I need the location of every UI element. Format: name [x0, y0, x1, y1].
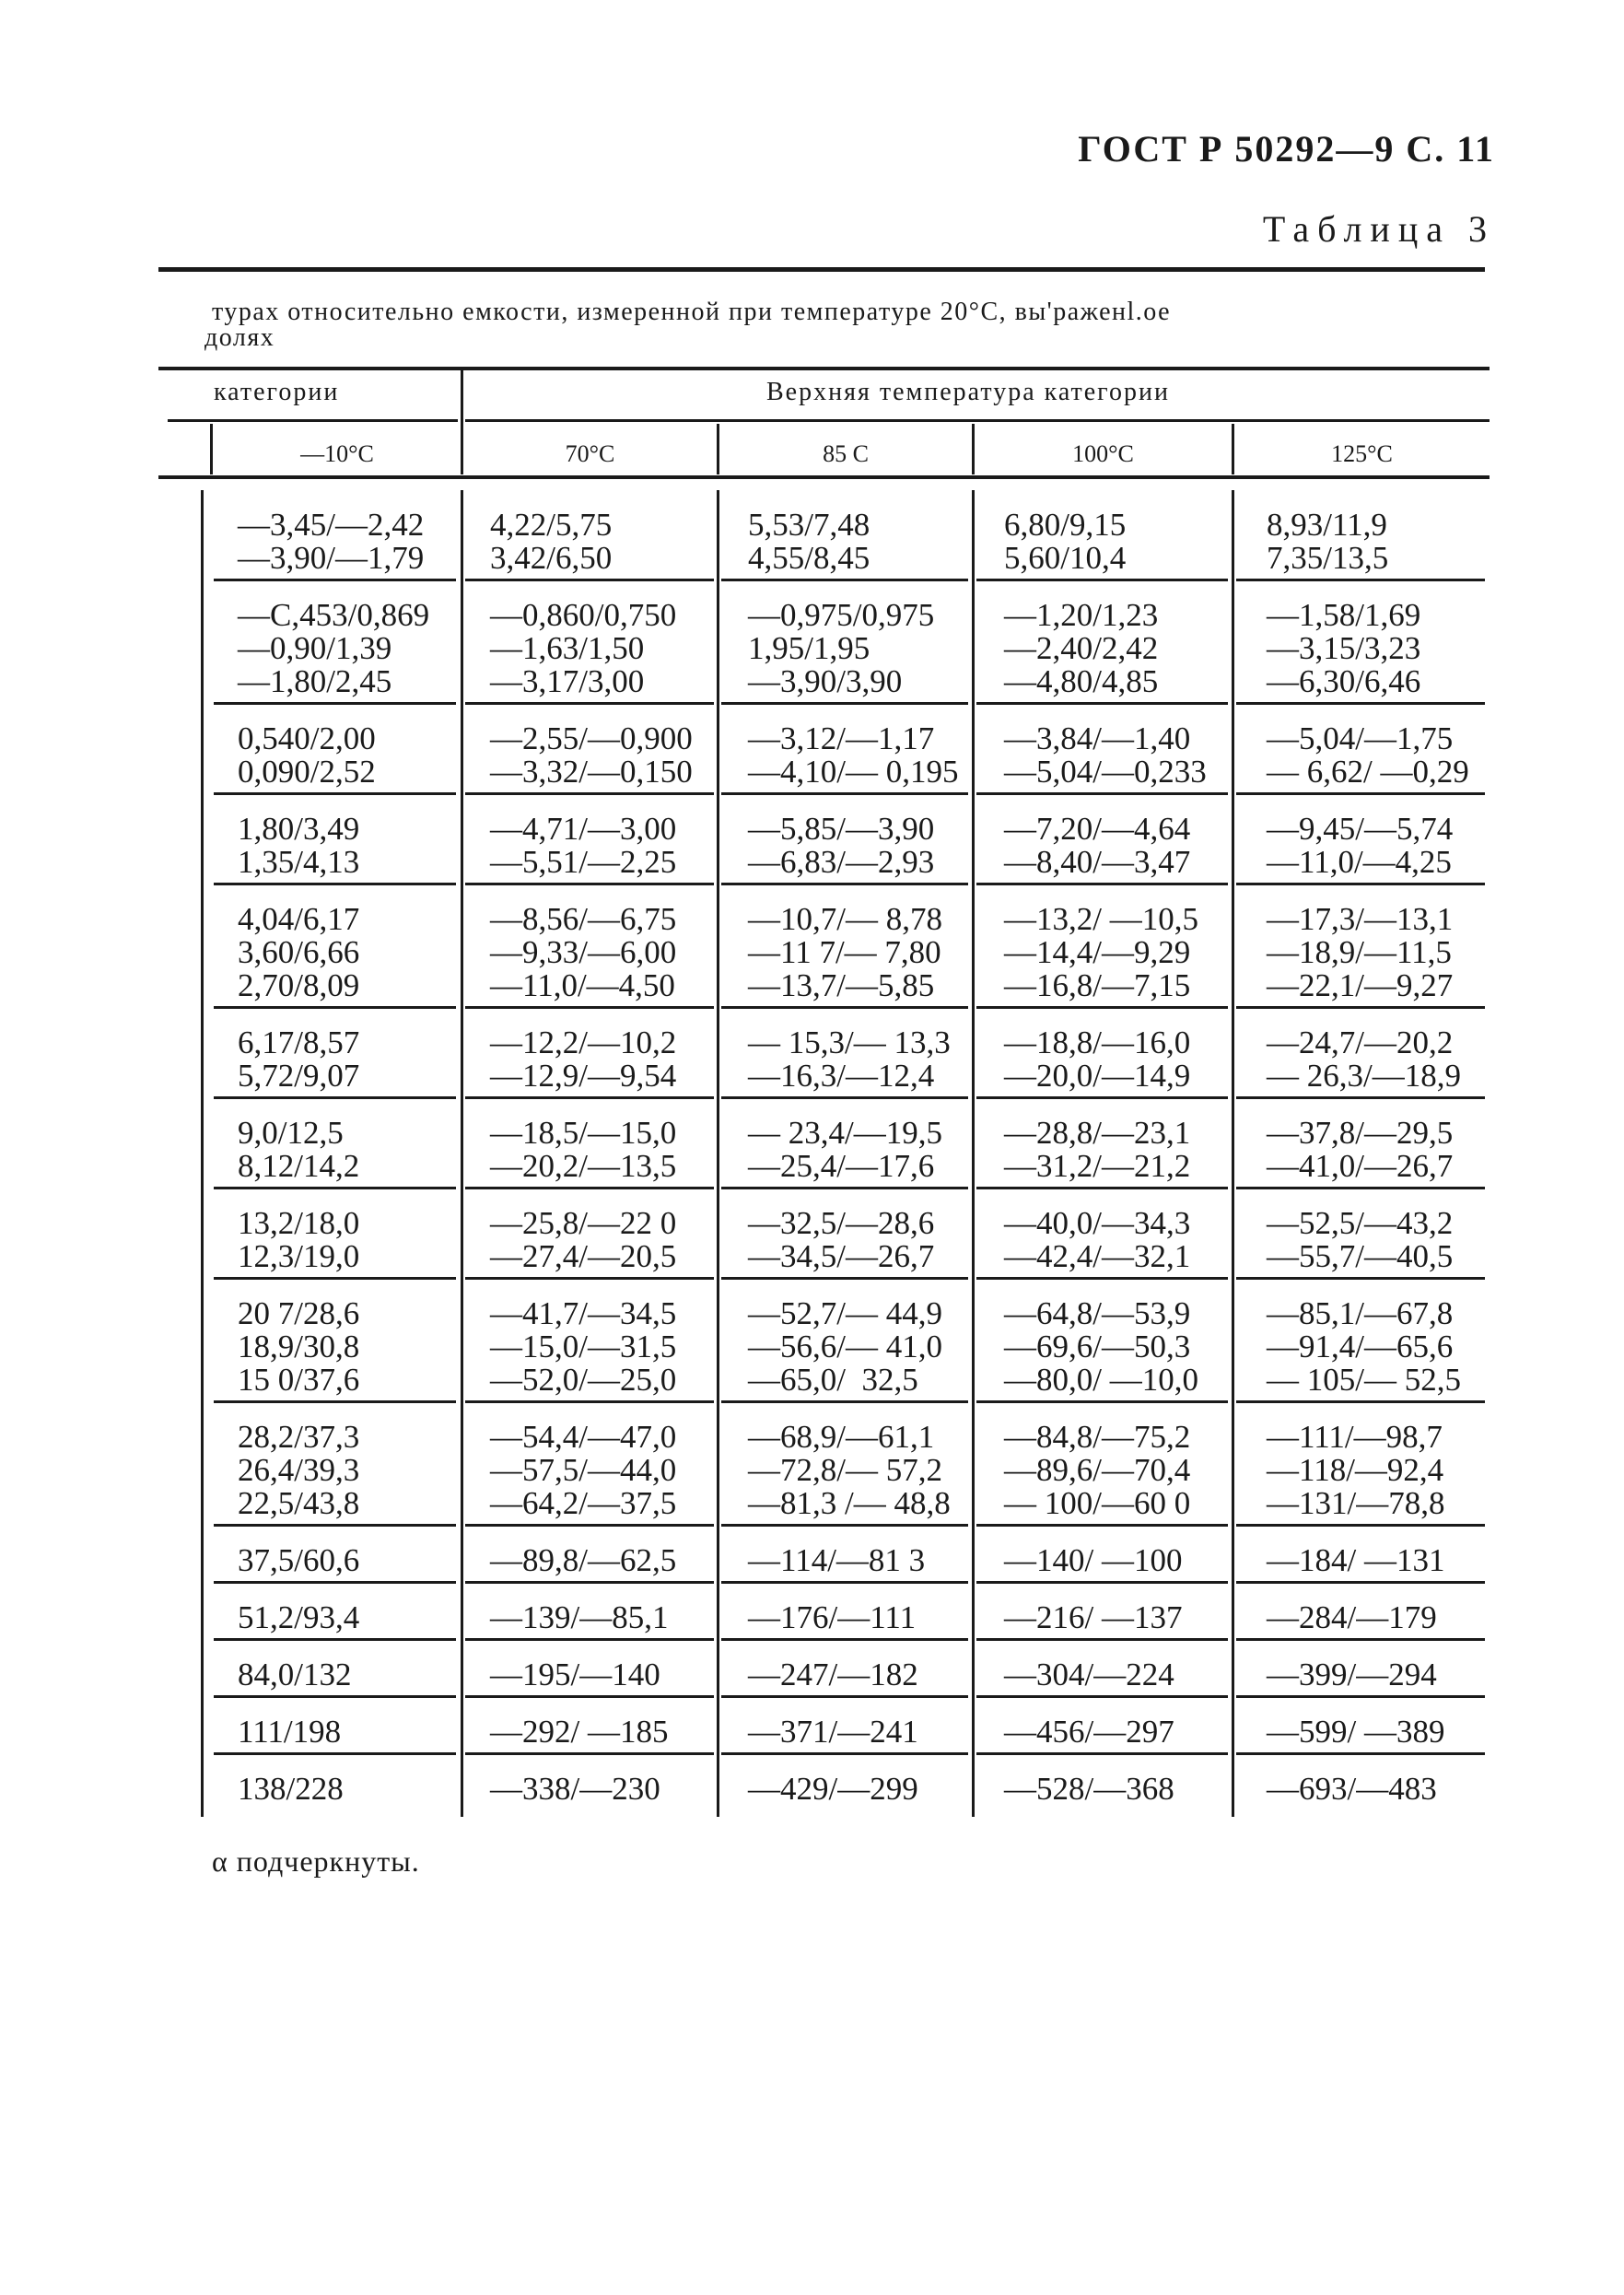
- row-divider: [976, 1581, 1228, 1584]
- row-divider: [721, 1277, 968, 1280]
- table-cell: —184/ —131: [1267, 1542, 1445, 1578]
- row-divider: [214, 1638, 456, 1641]
- table-cell: —89,8/—62,5: [490, 1542, 677, 1578]
- table-cell: 37,5/60,6: [238, 1542, 360, 1578]
- table-cell: —18,5/—15,0 —20,2/—13,5: [490, 1115, 677, 1184]
- table-cell: —64,8/—53,9 —69,6/—50,3 —80,0/ —10,0: [1004, 1295, 1198, 1398]
- table-cell: —84,8/—75,2 —89,6/—70,4 — 100/—60 0: [1004, 1419, 1191, 1521]
- table-cell: —85,1/—67,8 —91,4/—65,6 — 105/— 52,5: [1267, 1295, 1461, 1398]
- body-vline-2: [717, 490, 719, 1817]
- header-top-rule: [158, 367, 1490, 370]
- table-cell: 1,80/3,49 1,35/4,13: [238, 811, 360, 880]
- table-cell: —284/—179: [1267, 1599, 1437, 1635]
- row-divider: [214, 1524, 456, 1527]
- table-cell: 6,17/8,57 5,72/9,07: [238, 1025, 360, 1094]
- row-divider: [465, 1006, 714, 1009]
- table-cell: —693/—483: [1267, 1771, 1437, 1807]
- row-divider: [976, 1277, 1228, 1280]
- row-divider: [1236, 702, 1485, 705]
- column-header-0: —10°С: [300, 440, 374, 467]
- row-divider: [465, 1752, 714, 1755]
- table-cell: —25,8/—22 0 —27,4/—20,5: [490, 1205, 677, 1274]
- table-cell: —111/—98,7 —118/—92,4 —131/—78,8: [1267, 1419, 1445, 1521]
- table-cell: —139/—85,1: [490, 1599, 669, 1635]
- row-divider: [214, 1695, 456, 1698]
- table-cell: —4,71/—3,00 —5,51/—2,25: [490, 811, 677, 880]
- table-cell: —599/ —389: [1267, 1714, 1445, 1750]
- page-header: ГОСТ Р 50292—9 С. 11: [1078, 128, 1495, 170]
- table-cell: 0,540/2,00 0,090/2,52: [238, 720, 376, 790]
- caption-line-2: долях: [204, 323, 275, 352]
- row-divider: [1236, 579, 1485, 581]
- row-divider: [721, 1006, 968, 1009]
- table-cell: 138/228: [238, 1771, 344, 1807]
- table-cell: 8,93/11,9 7,35/13,5: [1267, 507, 1389, 576]
- row-divider: [721, 1695, 968, 1698]
- row-divider: [1236, 1695, 1485, 1698]
- body-vline-3: [972, 490, 975, 1817]
- row-divider: [465, 1277, 714, 1280]
- row-divider: [721, 1400, 968, 1403]
- table-cell: 9,0/12,5 8,12/14,2: [238, 1115, 360, 1184]
- table-cell: —176/—111: [748, 1599, 917, 1635]
- body-vline-0: [201, 490, 204, 1817]
- row-divider: [214, 1400, 456, 1403]
- row-divider: [976, 1006, 1228, 1009]
- group-header-right: Верхняя температура категории: [766, 378, 1170, 406]
- row-divider: [1236, 792, 1485, 795]
- row-divider: [976, 792, 1228, 795]
- table-cell: —0,860/0,750 —1,63/1,50 —3,17/3,00: [490, 597, 677, 699]
- table-cell: —216/ —137: [1004, 1599, 1183, 1635]
- group-header-left: категории: [214, 378, 340, 406]
- row-divider: [976, 1638, 1228, 1641]
- table-cell: 28,2/37,3 26,4/39,3 22,5/43,8: [238, 1419, 360, 1521]
- body-vline-4: [1232, 490, 1234, 1817]
- row-divider: [465, 792, 714, 795]
- table-cell: —41,7/—34,5 —15,0/—31,5 —52,0/—25,0: [490, 1295, 677, 1398]
- caption-line-1: турах относительно емкости, измеренной при температуре 20°С, вы'раженl.ое: [212, 298, 1172, 326]
- column-header-3: 100°С: [1072, 440, 1134, 467]
- table-cell: 4,04/6,17 3,60/6,66 2,70/8,09: [238, 901, 360, 1003]
- table-cell: —12,2/—10,2 —12,9/—9,54: [490, 1025, 677, 1094]
- row-divider: [465, 1695, 714, 1698]
- table-cell: —528/—368: [1004, 1771, 1174, 1807]
- column-header-1: 70°С: [565, 440, 615, 467]
- row-divider: [1236, 1638, 1485, 1641]
- row-divider: [465, 1187, 714, 1189]
- table-cell: —17,3/—13,1 —18,9/—11,5 —22,1/—9,27: [1267, 901, 1454, 1003]
- row-divider: [721, 1524, 968, 1527]
- row-divider: [721, 579, 968, 581]
- row-divider: [721, 1752, 968, 1755]
- table-cell: —429/—299: [748, 1771, 918, 1807]
- table-cell: 6,80/9,15 5,60/10,4: [1004, 507, 1127, 576]
- row-divider: [976, 702, 1228, 705]
- row-divider: [976, 1096, 1228, 1099]
- row-divider: [1236, 1006, 1485, 1009]
- row-divider: [214, 792, 456, 795]
- table-cell: —0,975/0,975 1,95/1,95 —3,90/3,90: [748, 597, 935, 699]
- table-cell: —18,8/—16,0 —20,0/—14,9: [1004, 1025, 1191, 1094]
- table-cell: —399/—294: [1267, 1657, 1437, 1692]
- row-divider: [465, 1400, 714, 1403]
- table-cell: 4,22/5,75 3,42/6,50: [490, 507, 613, 576]
- row-divider: [214, 1096, 456, 1099]
- table-cell: 51,2/93,4: [238, 1599, 360, 1635]
- table-cell: —140/ —100: [1004, 1542, 1183, 1578]
- table-cell: —54,4/—47,0 —57,5/—44,0 —64,2/—37,5: [490, 1419, 677, 1521]
- header-mid-rule-left: [168, 419, 458, 422]
- row-divider: [721, 1638, 968, 1641]
- table-cell: —10,7/— 8,78 —11 7/— 7,80 —13,7/—5,85: [748, 901, 942, 1003]
- table-cell: 5,53/7,48 4,55/8,45: [748, 507, 870, 576]
- row-divider: [976, 1752, 1228, 1755]
- table-cell: —8,56/—6,75 —9,33/—6,00 —11,0/—4,50: [490, 901, 677, 1003]
- row-divider: [976, 1524, 1228, 1527]
- table-cell: —195/—140: [490, 1657, 660, 1692]
- row-divider: [214, 1581, 456, 1584]
- body-vline-1: [461, 490, 463, 1817]
- table-cell: —456/—297: [1004, 1714, 1174, 1750]
- row-divider: [465, 1096, 714, 1099]
- row-divider: [1236, 1752, 1485, 1755]
- row-divider: [1236, 1277, 1485, 1280]
- table-cell: —5,85/—3,90 —6,83/—2,93: [748, 811, 935, 880]
- row-divider: [721, 1187, 968, 1189]
- row-divider: [465, 1581, 714, 1584]
- table-cell: — 15,3/— 13,3 —16,3/—12,4: [748, 1025, 951, 1094]
- table-cell: —1,20/1,23 —2,40/2,42 —4,80/4,85: [1004, 597, 1159, 699]
- row-divider: [1236, 1096, 1485, 1099]
- column-header-2: 85 С: [823, 440, 869, 467]
- table-cell: —3,84/—1,40 —5,04/—0,233: [1004, 720, 1207, 790]
- row-divider: [721, 792, 968, 795]
- table-cell: —37,8/—29,5 —41,0/—26,7: [1267, 1115, 1454, 1184]
- table-cell: —68,9/—61,1 —72,8/— 57,2 —81,3 /— 48,8: [748, 1419, 951, 1521]
- table-cell: —40,0/—34,3 —42,4/—32,1: [1004, 1205, 1191, 1274]
- header-vline-0: [210, 424, 213, 474]
- table-cell: —7,20/—4,64 —8,40/—3,47: [1004, 811, 1191, 880]
- table-label: Таблица 3: [1262, 208, 1495, 250]
- table-cell: — 23,4/—19,5 —25,4/—17,6: [748, 1115, 942, 1184]
- header-bottom-rule: [158, 475, 1490, 479]
- row-divider: [214, 1277, 456, 1280]
- row-divider: [721, 702, 968, 705]
- row-divider: [1236, 1524, 1485, 1527]
- row-divider: [214, 1752, 456, 1755]
- row-divider: [721, 1581, 968, 1584]
- table-cell: 84,0/132: [238, 1657, 352, 1692]
- row-divider: [214, 883, 456, 885]
- row-divider: [976, 883, 1228, 885]
- row-divider: [721, 1096, 968, 1099]
- table-cell: —371/—241: [748, 1714, 918, 1750]
- row-divider: [1236, 1400, 1485, 1403]
- row-divider: [721, 883, 968, 885]
- row-divider: [465, 702, 714, 705]
- header-mid-rule-right: [465, 419, 1490, 422]
- table-cell: 111/198: [238, 1714, 342, 1750]
- row-divider: [1236, 1187, 1485, 1189]
- top-rule: [158, 267, 1485, 272]
- table-cell: —3,12/—1,17 —4,10/— 0,195: [748, 720, 959, 790]
- table-cell: 13,2/18,0 12,3/19,0: [238, 1205, 360, 1274]
- table-cell: —304/—224: [1004, 1657, 1174, 1692]
- table-cell: —28,8/—23,1 —31,2/—21,2: [1004, 1115, 1191, 1184]
- table-cell: —3,45/—2,42 —3,90/—1,79: [238, 507, 425, 576]
- table-cell: —2,55/—0,900 —3,32/—0,150: [490, 720, 693, 790]
- row-divider: [214, 702, 456, 705]
- table-cell: —32,5/—28,6 —34,5/—26,7: [748, 1205, 935, 1274]
- table-cell: —24,7/—20,2 — 26,3/—18,9: [1267, 1025, 1461, 1094]
- row-divider: [976, 579, 1228, 581]
- column-header-4: 125°С: [1331, 440, 1393, 467]
- row-divider: [214, 1187, 456, 1189]
- table-cell: —338/—230: [490, 1771, 660, 1807]
- row-divider: [976, 1695, 1228, 1698]
- row-divider: [465, 579, 714, 581]
- row-divider: [976, 1400, 1228, 1403]
- table-cell: —52,7/— 44,9 —56,6/— 41,0 —65,0/ 32,5: [748, 1295, 942, 1398]
- table-cell: —С,453/0,869 —0,90/1,39 —1,80/2,45: [238, 597, 430, 699]
- table-cell: —5,04/—1,75 — 6,62/ —0,29: [1267, 720, 1469, 790]
- table-cell: —114/—81 3: [748, 1542, 926, 1578]
- table-cell: —1,58/1,69 —3,15/3,23 —6,30/6,46: [1267, 597, 1421, 699]
- row-divider: [465, 1524, 714, 1527]
- row-divider: [465, 1638, 714, 1641]
- row-divider: [465, 883, 714, 885]
- table-cell: —52,5/—43,2 —55,7/—40,5: [1267, 1205, 1454, 1274]
- table-cell: —292/ —185: [490, 1714, 669, 1750]
- row-divider: [214, 1006, 456, 1009]
- row-divider: [976, 1187, 1228, 1189]
- table-cell: 20 7/28,6 18,9/30,8 15 0/37,6: [238, 1295, 360, 1398]
- table-cell: —13,2/ —10,5 —14,4/—9,29 —16,8/—7,15: [1004, 901, 1198, 1003]
- footnote: α подчеркнуты.: [212, 1844, 420, 1878]
- table-cell: —247/—182: [748, 1657, 918, 1692]
- row-divider: [1236, 883, 1485, 885]
- table-cell: —9,45/—5,74 —11,0/—4,25: [1267, 811, 1454, 880]
- row-divider: [214, 579, 456, 581]
- row-divider: [1236, 1581, 1485, 1584]
